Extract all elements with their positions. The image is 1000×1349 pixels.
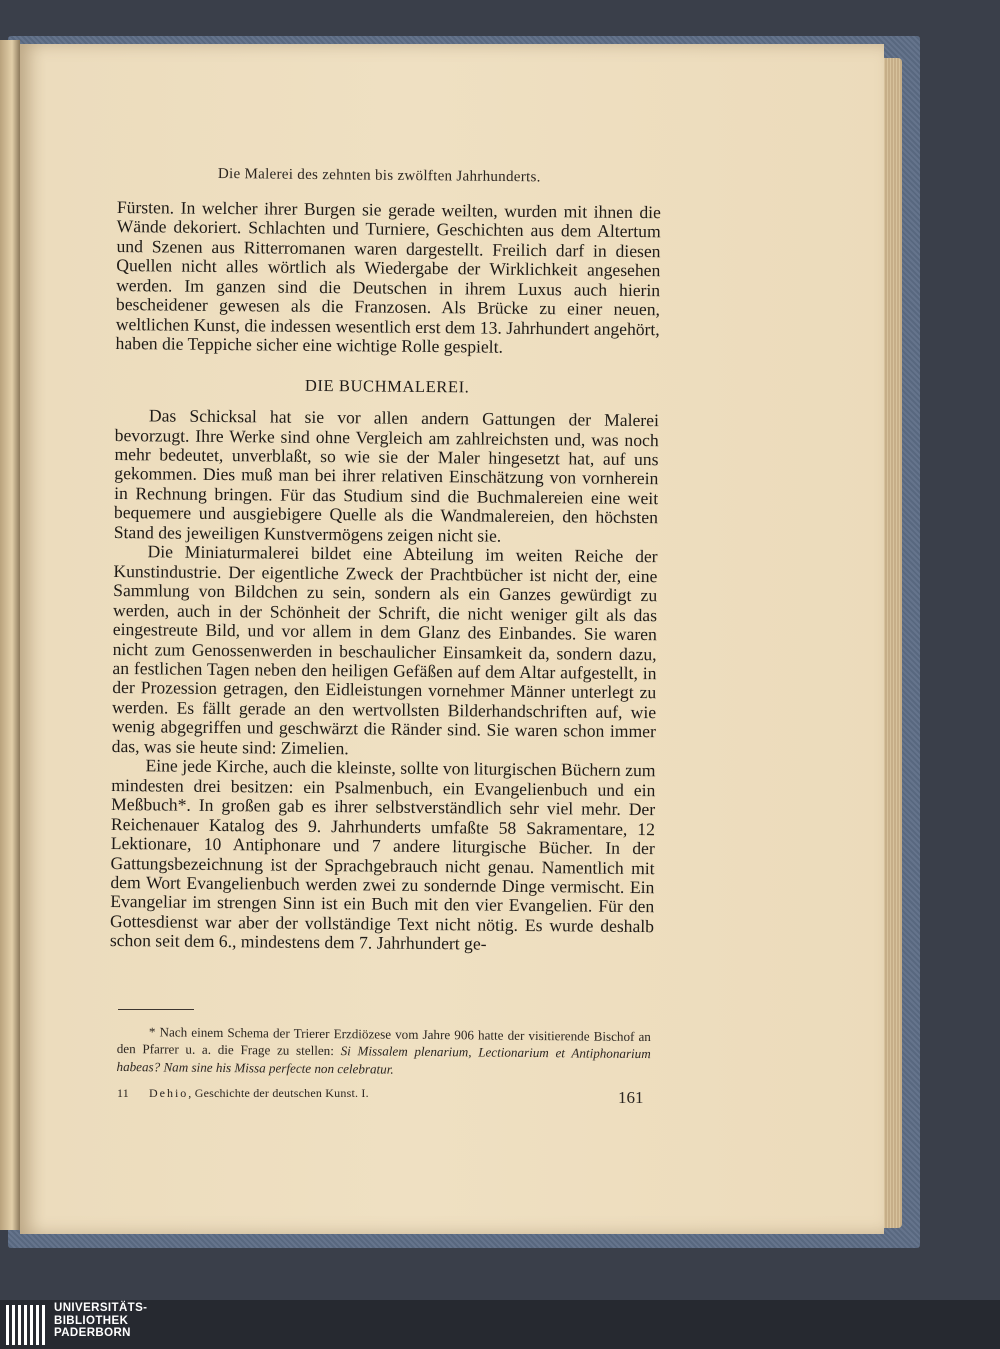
signature-title: , Geschichte der deutschen Kunst. I. [188, 1086, 369, 1100]
library-line: UNIVERSITÄTS- [54, 1302, 148, 1314]
footnote-text: * Nach einem Schema der Trierer Erzdiözese vom Jahre 906 hatte der visitierende Bischof an den Pfarrer u. a. die Frage zu stellen: [116, 1024, 651, 1059]
library-name [54, 1302, 254, 1340]
paragraph: Die Miniaturmalerei bildet eine Abteilung im weiten Reiche der Kunstindustrie. Der eigentliche Zweck der Prachtbücher ist nicht der, eine Sammlung von Bildchen zu sein, sondern als ein Ganzes gewürdigt zu werden, auch in der Schönheit der Schrift, die nicht weniger gilt als das eingestreute Bild, und vor allem in dem Glanz des Einbandes. Sie waren nicht zum Genossenwerden in beschaulicher Einsamkeit da, sondern dazu, an festlichen Tagen neben den heiligen Gefäßen auf dem Altar aufgestellt, in der Prozession getragen, den Eidleistungen vornehmer Männer unterlegt zu werden. Es fällt gerade an den wertvollsten Bilderhandschriften auf, wie wenig abgegriffen und geschwärzt die Ränder sind. Sie waren schon immer das, was sie heute sind: Zimelien. [111, 541, 658, 759]
paragraph: Fürsten. In welcher ihrer Burgen sie gerade weilten, wurden mit ihnen die Wände dekoriert. Schlachten und Turniere, Geschichten aus dem Altertum und Szenen aus Ritterromanen waren dargestellt. Freilich darf in diesen Quellen nicht alles wörtlich als Wiedergabe der Wirklichkeit angesehen werden. Im ganzen sind die Deutschen in ihrem Luxus auch hierin bescheidener gewesen als die Franzosen. Als Brücke zu einer neuen, weltlichen Kunst, die indessen wesentlich erst dem 13. Jahrhundert angehört, haben die Teppiche sicher eine wichtige Rolle gespielt. [115, 197, 661, 357]
page-number: 161 [618, 1088, 644, 1107]
paragraph: Eine jede Kirche, auch die kleinste, sollte von liturgischen Büchern zum mindesten drei besitzen: ein Psalmenbuch, ein Evangelienbuch und ein Meßbuch*. In großen gab es ihrer selbstverständlich sehr viel mehr. Der Reichenauer Katalog des 9. Jahrhunderts umfaßte 58 Sakramentare, 12 Lektionare, 10 Antiphonare und 7 andere liturgische Bücher. In der Gattungsbezeichnung ist der Sprachgebrauch nicht genau. Namentlich mit dem Wort Evangelienbuch werden zwei zu sondernde Dinge vermischt. Ein Evangeliar im strengen Sinn ist ein Buch mit den vier Evangelien. Für den Gottesdienst war aber der vollständige Text nicht nötig. Es wurde deshalb schon seit dem 6., mindestens dem 7. Jahrhundert ge- [109, 755, 656, 954]
footnote [116, 1023, 650, 1080]
library-logo-icon [6, 1305, 46, 1345]
paragraph: Das Schicksal hat sie vor allen andern Gattungen der Malerei bevorzugt. Ihre Werke sind ohne Vergleich am zahlreichsten und, was noch mehr bedeutet, unverblaßt, so wie sie der Maler hingesetzt hat, auf uns gekommen. Dies muß man bei ihrer relativen Einschätzung von vornherein in Rechnung bringen. Für das Studium sind die Buchmalereien eine weit bequemere und ausgiebigere Quelle als die Wandmalereien, den höchsten Stand des jeweiligen Kunstvermögens zeigen nicht sie. [113, 405, 659, 546]
footnote-latin: Si Missalem plenarium, Lectionarium et Antiphonarium habeas? Nam sine his Missa perfecte non celebratur. [116, 1043, 651, 1077]
main-text [110, 198, 661, 956]
section-title: DIE BUCHMALEREI. [304, 375, 470, 397]
library-line: BIBLIOTHEK [54, 1314, 129, 1327]
left-page-edge [0, 40, 20, 1230]
signature-author: Dehio [148, 1086, 189, 1100]
library-line: PADERBORN [54, 1327, 131, 1339]
signature-number: 11 [117, 1086, 129, 1100]
running-head: Die Malerei des zehnten bis zwölften Jahrhunderts. [217, 166, 541, 186]
printer-signature [117, 1086, 369, 1101]
footnote-rule [118, 1009, 194, 1010]
